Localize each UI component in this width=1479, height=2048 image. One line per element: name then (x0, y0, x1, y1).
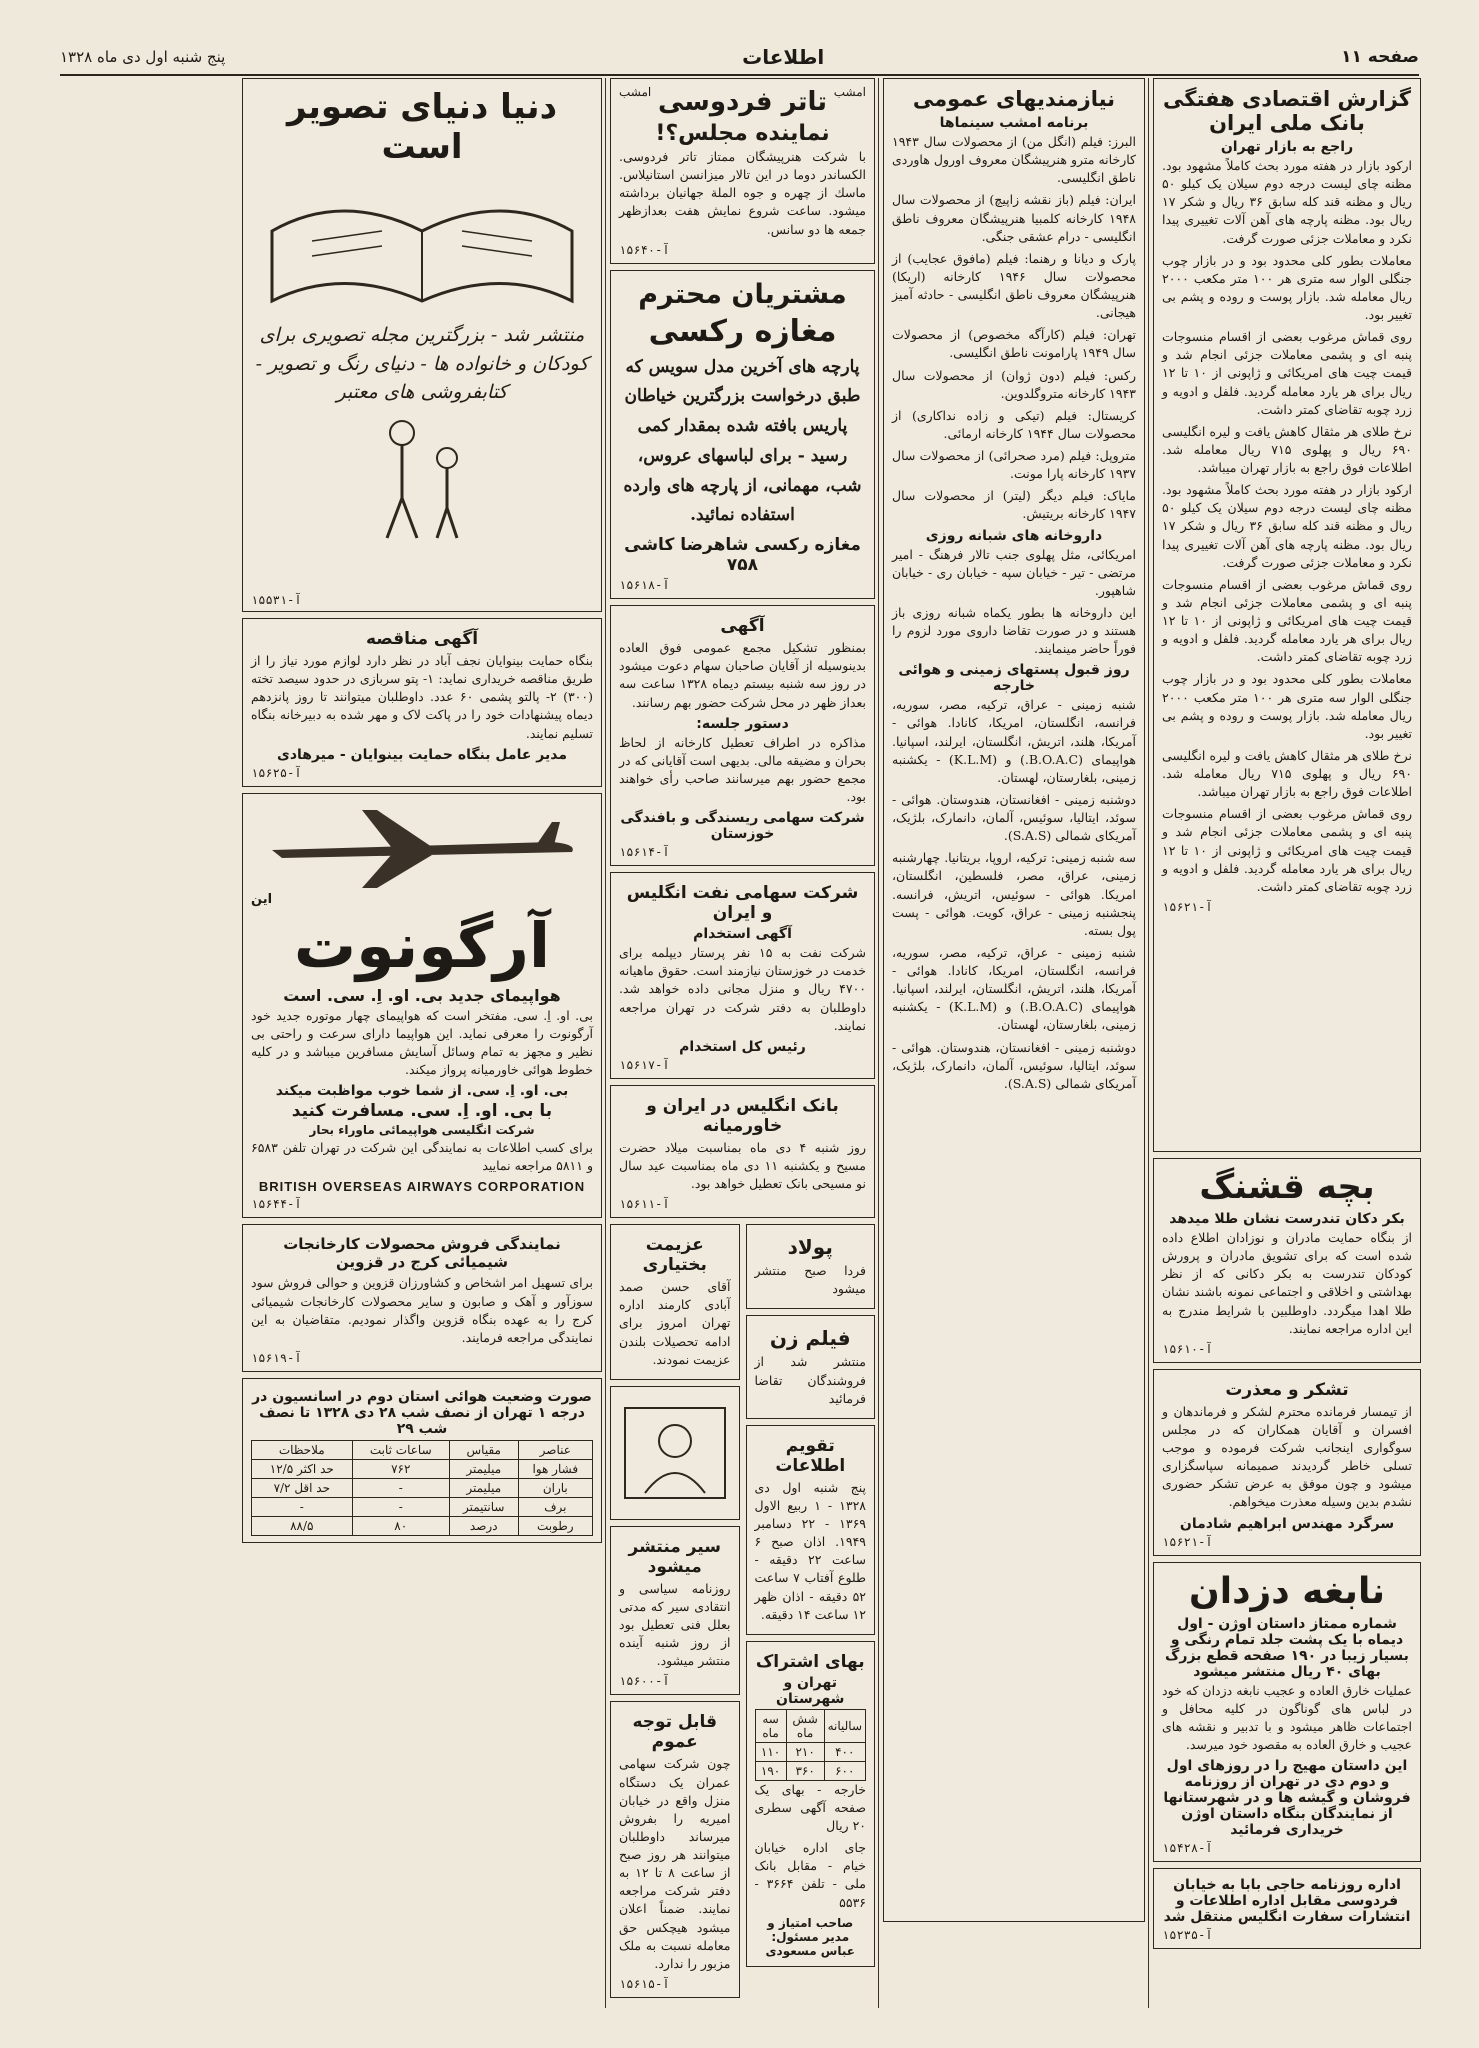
office-address: جای اداره خیابان خیام - مقابل بانک ملی - تلفن ۳۶۶۴ - ۵۵۳۶ (754, 1840, 866, 1910)
table-row: رطوبت درصد ۸۰ ۸۸/۵ (252, 1516, 593, 1535)
airline-text: بی. او. اِ. سی. مفتخر است که هواپیمای چهار موتوره جدید خود آرگونوت را معرفی نماید. این هواپیما دارای سرعت و راحتی بی نظیر و مجهز به تمام وسائل آسایش مسافرین میباشد و در کلیه خطوط هوائی خاورمیانه پرواز میکند. (251, 1007, 593, 1077)
report-paragraph: ارکود بازار در هفته مورد بحث کاملاً مشهود بود. مظنه چای لیست درجه دوم سیلان یک کیلو ۵۰ ریال و مظنه قند کله سابق ۳۶ ریال و شکر ۱۷ ریال بود. مظنه پارچه های آهن آلات تغییری پیدا نکرد و معاملات جزئی صورت گرفت. (1162, 158, 1412, 246)
post-text: شنبه زمینی - عراق، ترکیه، مصر، سوریه، فرانسه، انگلستان، امریکا، کانادا. هوائی - آمریکا، هلند، اتریش، انگلستان، ایرلند، اسپانیا. هواپیمای (B.O.A.C.) و (K.L.M) - یکشنبه زمینی، بلغارستان، لهستان. (892, 697, 1136, 785)
cinema-entry: متروپل: فیلم (مرد صحرائی) از محصولات سال ۱۹۳۷ کارخانه پارا مونت. (892, 448, 1136, 482)
sales-ad (242, 1224, 602, 1372)
report-title: گزارش اقتصادی هفتگی بانک ملی ایران (1163, 87, 1411, 135)
airline-book: با بی. او. اِ. سی. مسافرت کنید (291, 1101, 553, 1122)
oil-signature: رئیس کل استخدام (679, 1038, 806, 1055)
theatre-ad (610, 78, 875, 264)
post-text: شنبه زمینی - عراق، ترکیه، مصر، سوریه، فرانسه، انگلستان، امریکا، کانادا. هوائی - آمریکا، هلند، اتریش، انگلستان، ایرلند، اسپانیا. هواپیمای (B.O.A.C.) و (K.L.M) - یکشنبه زمینی، بلغارستان، لهستان. (892, 944, 1136, 1033)
report-paragraph: نرخ طلای هر مثقال کاهش یافت و لیره انگلیسی ۶۹۰ ریال و پهلوی ۷۱۵ ریال معامله شد. اطلاعات فوق راجع به بازار تهران میباشد. (1162, 423, 1412, 475)
tender-title: آگهی مناقصه (365, 629, 479, 649)
report-paragraph: معاملات بطور کلی محدود بود و در بازار چوب جنگلی الوار سه متری هر ۱۰۰ متر مکعب ۲۰۰۰ ریال معامله شد. بازار پوست و روده و پشم بی تغییر بود. (1162, 252, 1412, 322)
notice-text: مذاکره در اطراف تعطیل کارخانه از لحاظ بحران و مضیقه مالی. بدیهی است آقایانی که در مجمع حضور بهم میرسانند صاحب رأی خواهند بود. (619, 734, 866, 804)
cinema-entry: تهران: فیلم (کارآگه مخصوص) از محصولات سال ۱۹۴۹ پارامونت ناطق انگلیسی. (892, 327, 1136, 361)
attention-ad (610, 1701, 740, 1998)
publish-title: سیر منتشر میشود (628, 1536, 721, 1577)
ad-code: آ-۱۵۶۱۹ (251, 1350, 302, 1365)
film-ad (746, 1315, 876, 1418)
report-paragraph: روی قماش مرغوب بعضی از اقسام منسوجات پنبه ای و پشمی معاملات جزئی انجام شد و قیمت چیت های امریکائی و ژاپونی از ۱۰ تا ۱۲ ریال برای هر یارد معامله گردید. فلفل و ادویه و زرد چوبه تقاضای کمتر داشت. (1162, 806, 1413, 894)
pharmacy-subtitle: داروخانه های شبانه روزی (925, 527, 1103, 544)
post-text: دوشنبه زمینی - افغانستان، هندوستان. هوائی - سوئد، ایتالیا، سوئیس، آلمان، دانمارک، بلژیک، آمریکای شمالی (S.A.S). (892, 791, 1136, 844)
attention-text: چون شرکت سهامی عمران یک دستگاه منزل واقع در خیابان امیریه را بفروش میرساند داوطلبان میتوانند هر روز صبح از ساعت ۸ تا ۱۲ به دفتر شرکت مراجعه نمایند. ضمناً اعلان میشود هیچکس حق معامله نسبت به ملک مزبور را ندارد. (619, 1756, 731, 1971)
cinema-entry: کریستال: فیلم (تیکی و زاده نداکاری) از محصولات سال ۱۹۴۴ کارخانه ارمائی. (892, 407, 1136, 441)
airline-company: شرکت انگلیسی هواپیمائی ماوراء بحار (309, 1123, 535, 1138)
store-ad (610, 270, 875, 600)
table-row: سالیانه شش ماه سه ماه (755, 1709, 866, 1742)
page-header (60, 40, 1419, 76)
report-paragraph: معاملات بطور کلی محدود بود و در بازار چوب جنگلی الوار سه متری هر ۱۰۰ متر مکعب ۲۰۰۰ ریال معامله شد. بازار پوست و روده و پشم بی تغییر بود. (1162, 671, 1412, 741)
ad-code: آ-۱۵۶۴۰ (619, 242, 670, 257)
theatre-tonight: امشب (833, 85, 866, 99)
column-2 (883, 78, 1145, 2008)
picture-world-ad (242, 78, 602, 612)
weather-title: صورت وضعیت هوائی استان دوم در اسانسیون در درجه ۱ تهران از نصف شب ۲۸ دی ۱۳۲۸ تا نصف شب ۲۹ (252, 1388, 592, 1437)
publisher-signature: صاحب امتیاز و مدیر مسئول: عباس مسعودی (765, 1915, 855, 1958)
post-text: سه شنبه زمینی: ترکیه، اروپا، بریتانیا. چهارشنبه زمینی، عراق، مصر، فلسطین، انگلستان، امریکا. هوائی - سوئیس، اتریش، فرانسه. پنجشنبه زمینی - عراق، کویت. هوائی - پست پول بسته. (892, 850, 1136, 938)
subs-title: بهای اشتراک (755, 1651, 865, 1672)
theatre-text: با شرکت هنرپیشگان ممتاز تاتر فردوسی. الکساندر دوما در این تالار میزانسن استانیلاس. ماسك از چهره و جوه الملة جهانیان برداشته میشود. ساعت شروع نمایش هفت بعدازظهر جمعه ها دو سانس. (619, 149, 866, 237)
calendar-text: پنج شنبه اول دی ۱۳۲۸ - ۱ ربیع الاول ۱۳۶۹ - ۲۲ دسامبر ۱۹۴۹. اذان صبح ۶ ساعت ۲۲ دقیقه - طلوع آفتاب ۷ ساعت ۵۲ دقیقه - اذان ظهر ۱۲ ساعت ۱۴ دقیقه. (754, 1479, 867, 1622)
column-rule (878, 78, 879, 2008)
cinema-entry: البرز: فیلم (انگل من) از محصولات سال ۱۹۴۳ کارخانه مترو هنرپیشگان معروف اورول هاوردی ناطق انگلیسی. (892, 134, 1136, 186)
ad-code: آ-۱۵۴۲۸ (1162, 1841, 1213, 1855)
open-book-illustration-icon (251, 171, 593, 321)
pharmacy-text: امریکائی، مثل پهلوی جنب تالار فرهنگ - امیر مرتضی - تیر - خیابان سپه - خیابان ری - خیابان شاهپور. (892, 546, 1136, 598)
table-header-row: عناصر مقیاس ساعات ثابت ملاحظات (252, 1440, 593, 1459)
publication-ad (610, 1526, 740, 1696)
mourning-text: آقای حسن صمد آبادی کارمند اداره تهران امروز برای ادامه تحصیلات بلندن عزیمت نمودند. (619, 1279, 731, 1367)
baby-subtitle: بکر دکان تندرست نشان طلا میدهد (1169, 1211, 1405, 1227)
report-paragraph: روی قماش مرغوب بعضی از اقسام منسوجات پنبه ای و پشمی معاملات جزئی انجام شد و قیمت چیت های امریکائی و ژاپونی از ۱۰ تا ۱۲ ریال برای هر یارد معامله گردید. فلفل و ادویه و زرد چوبه تقاضای کمتر داشت. (1162, 329, 1413, 417)
steel-text: فردا صبح منتشر میشود (754, 1263, 866, 1297)
airline-subtitle: هواپیمای جدید بی. او. اِ. سی. است (283, 985, 561, 1005)
notice-agenda: دستور جلسه: (696, 715, 789, 732)
table-row: فشار هوا میلیمتر ۷۶۲ حد اکثر ۱۲/۵ (252, 1459, 593, 1478)
weather-table (251, 1440, 593, 1536)
film-title: فیلم زن (769, 1326, 851, 1351)
ad-code: آ-۱۵۶۱۴ (619, 845, 670, 860)
genius-ad (1153, 1562, 1421, 1863)
column-1 (1153, 78, 1421, 2008)
subs-table (755, 1709, 867, 1781)
notice-text: بمنظور تشکیل مجمع عمومی فوق العاده بدینوسیله از آقایان صاحبان سهام دعوت میشود در روز سه شنبه بیستم دیماه ۱۳۲۸ ساعت سه بعداز ظهر در محل شرکت حضور بهم رسانند. (619, 640, 866, 710)
ad-code: آ-۱۵۶۱۷ (619, 1057, 670, 1072)
ad-code: آ-۱۵۵۳۱ (251, 593, 302, 607)
column-3 (610, 78, 875, 2008)
oil-company-ad (610, 872, 875, 1079)
baby-title: بچه قشنگ (1199, 1167, 1375, 1207)
genius-bold: این داستان مهیج را در روزهای اول و دوم دی در تهران از روزنامه فروشان و گیشه ها و در شهرستانها از نمایندگان بنگاه داستان اوژن خریداری فرمائید (1163, 1758, 1411, 1838)
report-paragraph: نرخ طلای هر مثقال کاهش یافت و لیره انگلیسی ۶۹۰ ریال و پهلوی ۷۱۵ ریال معامله شد. اطلاعات فوق راجع به بازار تهران میباشد. (1162, 747, 1412, 800)
oil-subtitle: آگهی استخدام (693, 926, 792, 943)
notice-company: شرکت سهامی ریسندگی و بافندگی خوزستان (620, 810, 865, 843)
airline-info: برای کسب اطلاعات به نمایندگی این شرکت در تهران تلفن ۶۵۸۳ و ۵۸۱۱ مراجعه نمایید (251, 1140, 593, 1174)
thanks-signature: سرگرد مهندس ابراهیم شادمان (1179, 1515, 1395, 1532)
cinema-entry: پارک و دیانا و رهنما: فیلم (مافوق عجایب) از محصولات سال ۱۹۴۶ کارخانه (اریکا) هنرپیشگان معروف ناطق انگلیسی - حادثه آمیز هیجانی. (892, 250, 1136, 321)
thanks-text: از تیمسار فرمانده محترم لشکر و فرماندهان و افسران و آقایان همکاران که در مجلس سوگواری اینجانب شرکت فرموده و موجب تسلی خاطر گردیدند صمیمانه سپاسگزاری میشود و چون موفق به عرض تشکر حضوری نشدم بدین وسیله معذرت میخواهم. (1162, 1403, 1412, 1510)
dress-ad-illustration (610, 1386, 740, 1520)
ad-code: آ-۱۵۲۳۵ (1162, 1928, 1213, 1942)
bank-notice (610, 1085, 875, 1218)
genius-text: عملیات خارق العاده و عجیب نابغه دزدان که خود در لباس های گوناگون در کلیه محافل و اجتماعات ظاهر میشود و با تدبیر و نقشه های عجیب و خارق العاده به مقصود خود میرسد. (1162, 1682, 1412, 1752)
steel-title: پولاد (787, 1235, 833, 1260)
tender-signature: مدیر عامل بنگاه حمایت بینوایان - میرهادی (276, 746, 567, 763)
theatre-tonight: امشب (619, 85, 652, 99)
cinema-subtitle: برنامه امشب سینماها (939, 115, 1089, 131)
calendar-title: تقویم اطلاعات (775, 1435, 846, 1476)
cinema-entry: رکس: فیلم (دون ژوان) از محصولات سال ۱۹۴۳ کارخانه متروگلدوین. (892, 367, 1136, 401)
weather-report (242, 1378, 602, 1543)
tender-ad (242, 618, 602, 787)
newspaper-name: اطلاعات (742, 45, 825, 69)
theatre-subtitle: نماینده مجلس؟! (655, 121, 830, 146)
subs-subtitle: تهران و شهرستان (776, 1674, 845, 1707)
baby-text: از بنگاه حمایت مادران و نوزادان اطلاع داده شده است که برای تشویق مادران و پرورش کودکان تندرست به بکر دکانی که از نظر بهداشتی و اخلاقی و اجتماعی نمونه باشند نشان طلا اهدا میگردد. داوطلبین با شرایط مندرج به این اداره مراجعه نمایند. (1162, 1230, 1412, 1336)
subs-note: خارجه - بهای یک صفحه آگهی سطری ۲۰ ریال (754, 1781, 866, 1833)
report-paragraph: ارکود بازار در هفته مورد بحث کاملاً مشهود بود. مظنه چای لیست درجه دوم سیلان یک کیلو ۵۰ ریال و مظنه قند کله سابق ۳۶ ریال و شکر ۱۷ ریال بود. مظنه پارچه های آهن آلات تغییری پیدا نکرد و معاملات جزئی صورت گرفت. (1162, 482, 1412, 570)
cinema-entry: ایران: فیلم (باز نقشه زاپیچ) از محصولات سال ۱۹۴۸ کارخانه کلمبیا هنرپیشگان معروف ناطق انگلیسی - درام عشقی جنگی. (892, 192, 1136, 244)
ad-code: آ-۱۵۶۲۵ (251, 765, 302, 780)
ad-code: آ-۱۵۶۱۸ (619, 578, 670, 593)
world-title: دنیا دنیای تصویر است (286, 87, 558, 167)
attention-title: قابل توجه عموم (632, 1712, 718, 1753)
mourning-ad (610, 1224, 740, 1380)
sales-text: برای تسهیل امر اشخاص و کشاورزان قزوین و حوالی فروش سود سوزآور و آهک و صابون و سایر محصولات کارخانجات شیمیائی کرج را به عهده بنگاه قزوین واگذار نمودیم. متقاضیان به این نمایندگی مراجعه فرمایند. (251, 1275, 593, 1345)
post-subtitle: روز قبول پستهای زمینی و هوائی خارجه (898, 662, 1130, 695)
economic-report (1153, 78, 1421, 1152)
ad-code: آ-۱۵۶۱۵ (619, 1976, 670, 1991)
ad-code: آ-۱۵۶۱۱ (619, 1197, 670, 1212)
notice-title: آگهی (720, 616, 765, 637)
mourning-title: عزیمت بختیاری (642, 1235, 707, 1276)
thanks-ad (1153, 1369, 1421, 1556)
bank-title: بانک انگلیس در ایران و خاورمیانه (646, 1095, 839, 1136)
page-number: صفحه ۱۱ (1341, 47, 1419, 67)
film-text: منتشر شد از فروشندگان تقاضا فرمائید (754, 1354, 866, 1406)
theatre-title: تاتر فردوسی (657, 87, 828, 117)
ad-code: آ-۱۵۶۲۱ (1162, 1534, 1213, 1549)
thanks-title: تشکر و معذرت (1225, 1379, 1349, 1400)
airline-title: آرگونوت (293, 908, 551, 982)
oil-title: شرکت سهامی نفت انگلیس و ایران (626, 883, 859, 924)
post-text: دوشنبه زمینی - افغانستان، هندوستان. هوائی - سوئد، ایتالیا، سوئیس، آلمان، دانمارک، بلژیک، آمریکای شمالی (S.A.S). (892, 1039, 1136, 1091)
ad-code: آ-۱۵۶۰۰ (619, 1674, 670, 1689)
genius-title: نابغه دزدان (1189, 1570, 1385, 1612)
children-illustration-icon (362, 413, 482, 543)
genius-subtitle: شماره ممتاز داستان اوژن - اول دیماه با یک پشت جلد تمام رنگی و بسیار زیبا در ۱۹۰ صفحه قطع بزرگ بهای ۴۰ ریال منتشر میشود (1165, 1615, 1409, 1680)
oil-text: شرکت نفت به ۱۵ نفر پرستار دیپلمه برای خدمت در خوزستان نیازمند است. حقوق ماهیانه ۴۷۰۰ ریال و منزل مجانی داده خواهد شد. داوطلبان به دفتر شرکت در تهران مراجعه نمایند. (619, 945, 866, 1033)
world-handwriting: منتشر شد - بزرگترین مجله تصویری برای کودکان و خانواده ها - دنیای رنگ و تصویر - کتابفروشی های معتبر (255, 324, 589, 403)
ad-code: آ-۱۵۶۱۰ (1162, 1341, 1213, 1356)
airline-small: این (251, 891, 273, 907)
table-row: برف سانتیمتر - - (252, 1497, 593, 1516)
office-notice (1153, 1868, 1421, 1949)
baby-ad (1153, 1158, 1421, 1363)
office-text: اداره روزنامه حاجی بابا به خیابان فردوسی مقابل اداره اطلاعات و انتشارات سفارت انگلیس منتقل شد (1163, 1877, 1411, 1925)
ad-code: آ-۱۵۶۲۱ (1162, 899, 1213, 914)
store-text: پارچه های آخرین مدل سویس که طبق درخواست بزرگترین خیاطان پاریس بافته شده بمقدار کمی رسید - برای لباسهای عروس، شب، مهمانی، از پارچه های وارده استفاده نمائید. (623, 356, 862, 526)
column-rule (1148, 78, 1149, 2008)
issue-date: پنج شنبه اول دی ماه ۱۳۲۸ (60, 48, 226, 66)
table-row: باران میلیمتر - حد اقل ۷/۲ (252, 1478, 593, 1497)
store-address: مغازه رکسی شاهرضا کاشی ۷۵۸ (624, 535, 861, 576)
airline-ad (242, 793, 602, 1219)
tender-text: بنگاه حمایت بینوایان نجف آباد در نظر دارد لوازم مورد نیاز را از طریق مناقصه خریداری نماید: ۱- پتو سربازی در حدود سیصد تخته (۳۰۰) ۲- پالتو پشمی ۶۰ عدد. داوطلبان میتوانند تا روز پانزدهم دیماه پیشنهادات خود را در پاکت لاک و مهر شده به دبیرخانه بنگاه تسلیم نمایند. (251, 653, 593, 741)
calendar (746, 1425, 876, 1635)
column-rule (605, 78, 606, 2008)
store-name: مغازه رکسی (648, 313, 837, 349)
steel-ad (746, 1224, 876, 1309)
airline-brand: BRITISH OVERSEAS AIRWAYS CORPORATION (258, 1179, 586, 1195)
airplane-illustration-icon (251, 800, 593, 890)
subscription (746, 1641, 876, 1967)
report-subtitle: راجع به بازار تهران (1220, 139, 1354, 155)
bank-text: روز شنبه ۴ دی ماه بمناسبت میلاد حضرت مسیح و یکشنبه ۱۱ دی ماه بمناسبت عید سال نو مسیحی بانک تعطیل خواهد بود. (619, 1139, 866, 1191)
sales-title: نمایندگی فروش محصولات کارخانجات شیمیائی کرج در قزوین (283, 1235, 561, 1272)
report-paragraph: روی قماش مرغوب بعضی از اقسام منسوجات پنبه ای و پشمی معاملات جزئی انجام شد و قیمت چیت های امریکائی و ژاپونی از ۱۰ تا ۱۲ ریال برای هر یارد معامله گردید. فلفل و ادویه و زرد چوبه تقاضای کمتر داشت. (1162, 576, 1413, 665)
store-title: مشتریان محترم (638, 278, 847, 310)
airline-slogan: بی. او. اِ. سی. از شما خوب مواظبت میکند (275, 1083, 569, 1100)
classifieds (883, 78, 1145, 1922)
shareholder-notice (610, 605, 875, 866)
table-row: ۶۰۰ ۳۶۰ ۱۹۰ (755, 1761, 866, 1780)
ad-code: آ-۱۵۶۴۴ (251, 1197, 302, 1212)
portrait-illustration-icon (620, 1403, 730, 1503)
publish-text: روزنامه سیاسی و انتقادی سیر که مدتی بعلل فنی تعطیل بود از روز شنبه آینده منتشر میشود. (619, 1580, 731, 1669)
classifieds-title: نیازمندیهای عمومی (912, 87, 1116, 111)
pharmacy-text: این داروخانه ها بطور یکماه شبانه روزی باز هستند و در صورت تقاضا داروی مورد لزوم را فوراً حاضر مینمایند. (892, 604, 1136, 657)
column-4 (242, 78, 602, 2008)
table-row: ۴۰۰ ۲۱۰ ۱۱۰ (755, 1742, 866, 1761)
cinema-entry: مایاک: فیلم دیگر (لیتر) از محصولات سال ۱۹۴۷ کارخانه بریتیش. (892, 488, 1136, 522)
